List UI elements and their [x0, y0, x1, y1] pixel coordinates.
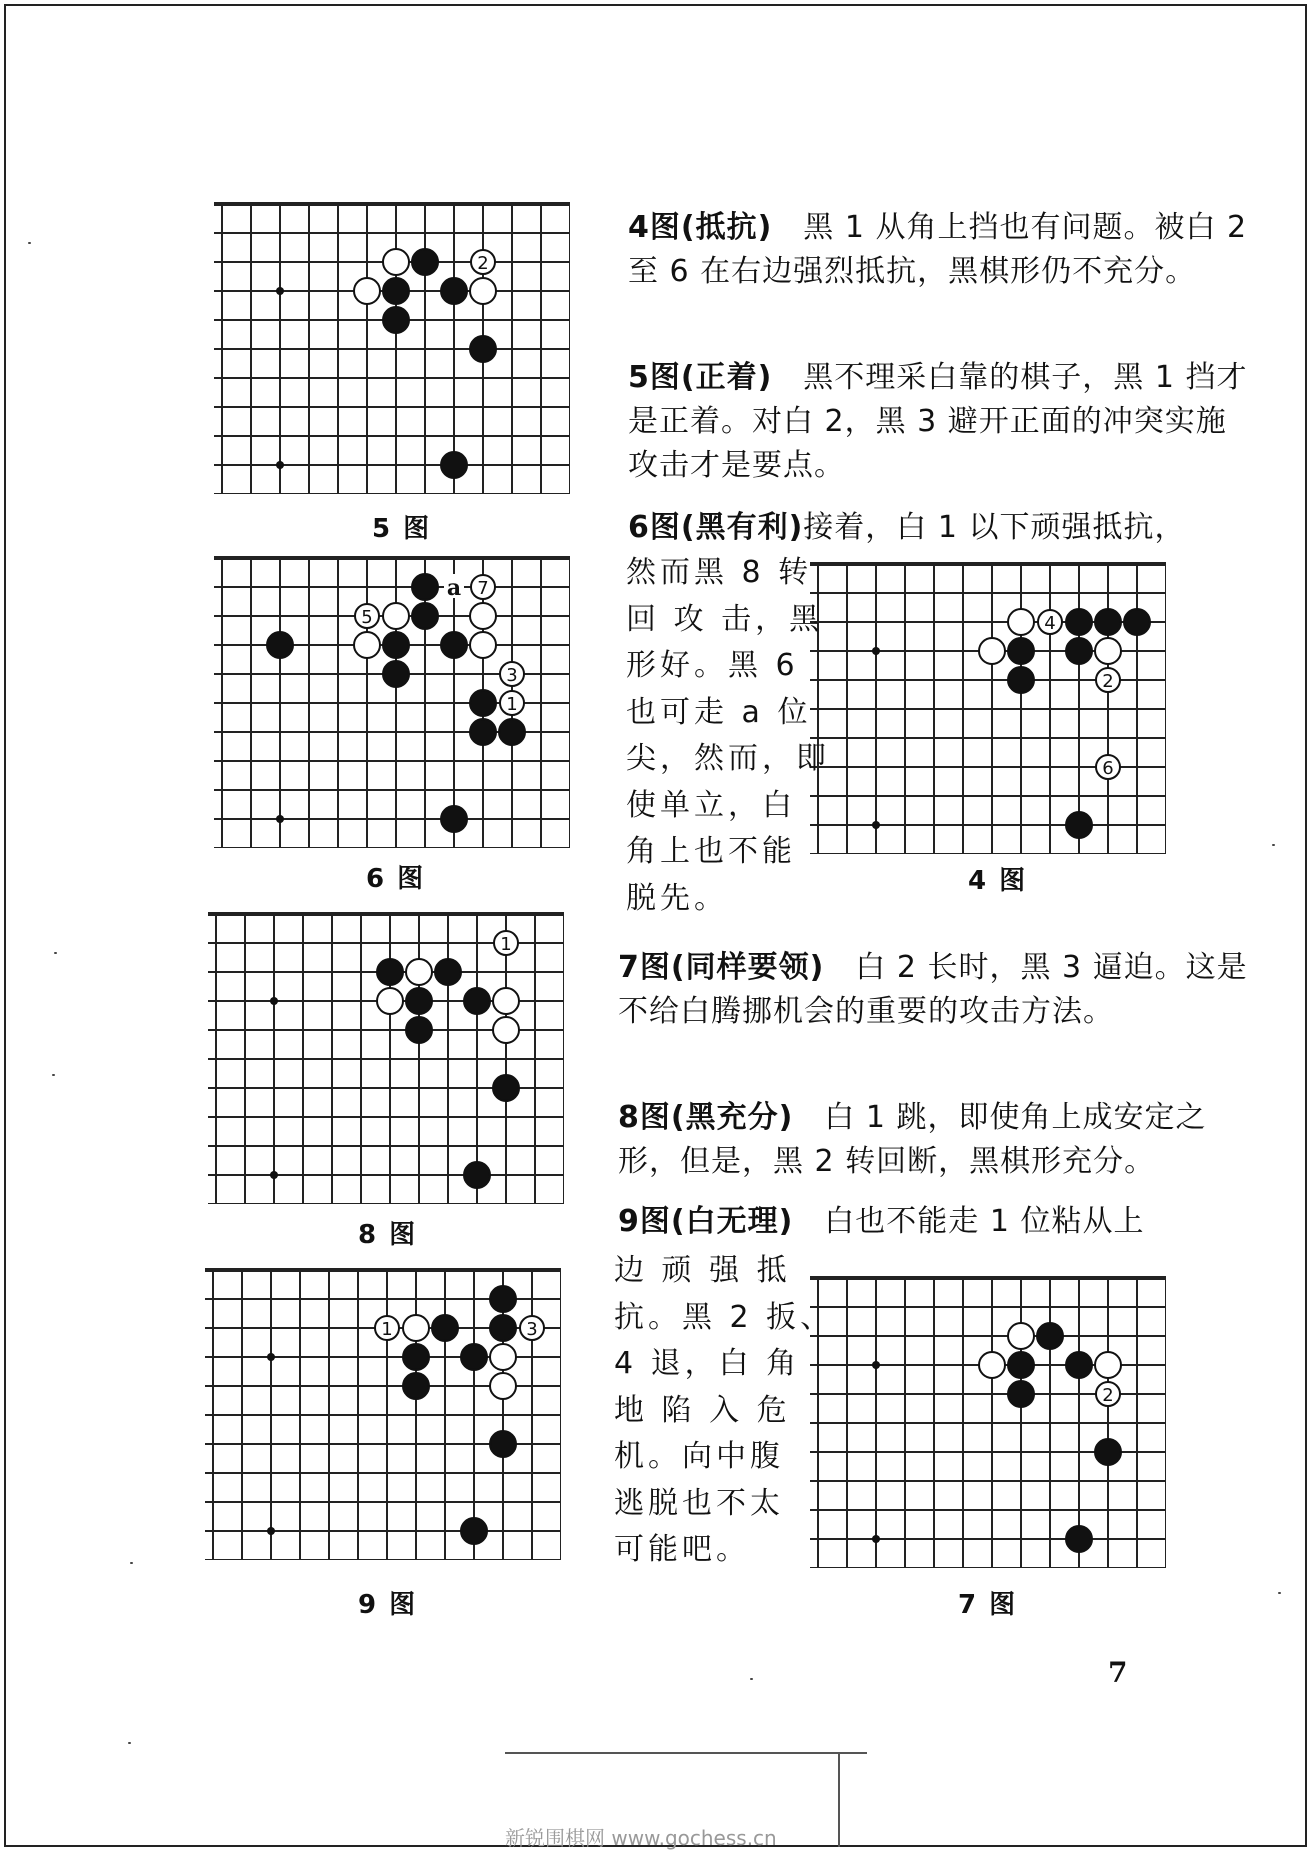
black-stone: [441, 632, 467, 658]
paragraph-label: 9图(白无理): [618, 1204, 794, 1239]
black-stone: [490, 1315, 516, 1341]
black-stone: [406, 988, 432, 1014]
go-board: [810, 562, 1166, 854]
scan-speck: [130, 1562, 133, 1564]
black-stone: [435, 959, 461, 985]
caption-diagram-5: 5 图: [372, 514, 432, 544]
paragraph-diagram-6-intro: [628, 506, 1268, 550]
page-number: 7: [1108, 1656, 1128, 1689]
paragraph-diagram-6-column: [626, 550, 830, 922]
white-stone: [470, 632, 496, 658]
white-stone: [470, 278, 496, 304]
black-stone: [1066, 609, 1092, 635]
black-stone: [1008, 667, 1034, 693]
text-line: 形好。黑 6: [626, 648, 799, 683]
paragraph-label: 4图(抵抗): [628, 210, 773, 245]
star-point: [267, 1353, 275, 1361]
black-stone: [412, 249, 438, 275]
paragraph-text: 黑不理采白靠的棋子，黑 1 挡才是正着。对白 2，黑 3 避开正面的冲突实施攻击才是要点。: [628, 360, 1248, 483]
text-line: 也可走 a 位: [626, 694, 812, 730]
paragraph-label: 6图(黑有利): [628, 510, 804, 545]
scan-speck: [750, 1678, 753, 1680]
text-line: 脱先。: [626, 880, 728, 916]
black-stone: [1066, 1352, 1092, 1378]
stone-move-number: 2: [477, 253, 489, 274]
black-stone: [1037, 1323, 1063, 1349]
caption-diagram-9: 9 图: [358, 1590, 418, 1620]
black-stone: [464, 1162, 490, 1188]
go-board: [810, 1276, 1166, 1568]
black-stone: [470, 690, 496, 716]
paragraph-label: 8图(黑充分): [618, 1100, 794, 1135]
scan-speck: [28, 242, 31, 244]
black-stone: [412, 574, 438, 600]
star-point: [872, 821, 880, 829]
stone-move-number: 3: [526, 1319, 538, 1340]
text-line: 角上也不能: [626, 834, 796, 869]
black-stone: [490, 1431, 516, 1457]
paragraph-diagram-9-intro: [618, 1200, 1258, 1244]
go-diagram-5: [214, 202, 570, 494]
paragraph-diagram-5: [628, 356, 1248, 488]
go-diagram-6: [214, 556, 570, 848]
white-stone: [979, 1352, 1005, 1378]
stone-move-number: 1: [506, 694, 518, 715]
black-stone: [1008, 1381, 1034, 1407]
black-stone: [1066, 1526, 1092, 1552]
white-stone: [383, 249, 409, 275]
board-mark-label: a: [446, 575, 462, 601]
text-line: 抗。黑 2 扳、: [614, 1299, 835, 1335]
white-stone: [979, 638, 1005, 664]
paragraph-text: 黑 1 从角上挡也有问题。被白 2 至 6 在右边强烈抵抗，黑棋形仍不充分。: [628, 210, 1248, 289]
black-stone: [1095, 609, 1121, 635]
star-point: [276, 461, 284, 469]
caption-diagram-6: 6 图: [366, 864, 426, 894]
paragraph-text: 白也不能走 1 位粘从上: [793, 1204, 1145, 1239]
black-stone: [441, 806, 467, 832]
white-stone: [490, 1344, 516, 1370]
paragraph-diagram-7: [618, 946, 1258, 1034]
black-stone: [470, 719, 496, 745]
black-stone: [1124, 609, 1150, 635]
stone-move-number: 6: [1102, 758, 1114, 779]
black-stone: [403, 1344, 429, 1370]
white-stone: [403, 1315, 429, 1341]
bottom-rule: [505, 1752, 867, 1754]
white-stone: [470, 603, 496, 629]
scan-speck: [1272, 844, 1275, 846]
scan-speck: [54, 952, 57, 954]
scan-speck: [1278, 1592, 1281, 1594]
white-stone: [406, 959, 432, 985]
go-diagram-7: [810, 1276, 1166, 1568]
black-stone: [470, 336, 496, 362]
white-stone: [1008, 1323, 1034, 1349]
stone-move-number: 7: [477, 578, 489, 599]
star-point: [872, 1535, 880, 1543]
text-line: 使单立，白: [626, 787, 796, 823]
paragraph-diagram-8: [618, 1096, 1258, 1184]
black-stone: [383, 278, 409, 304]
caption-diagram-4: 4 图: [968, 866, 1028, 896]
paragraph-label: 7图(同样要领): [618, 950, 825, 985]
go-diagram-9: [205, 1268, 561, 1560]
stone-move-number: 2: [1102, 671, 1114, 692]
paragraph-text: 白 2 长时，黑 3 逼迫。这是不给白腾挪机会的重要的攻击方法。: [618, 950, 1248, 1029]
black-stone: [493, 1075, 519, 1101]
black-stone: [1066, 638, 1092, 664]
footer-watermark: 新锐围棋网 www.gochess.cn: [505, 1826, 777, 1850]
white-stone: [354, 632, 380, 658]
text-line: 逃脱也不太: [614, 1485, 784, 1521]
white-stone: [493, 988, 519, 1014]
caption-diagram-7: 7 图: [958, 1590, 1018, 1620]
paragraph-label: 5图(正着): [628, 360, 773, 395]
stone-move-number: 1: [381, 1319, 393, 1340]
black-stone: [1066, 812, 1092, 838]
black-stone: [461, 1344, 487, 1370]
star-point: [267, 1527, 275, 1535]
black-stone: [406, 1017, 432, 1043]
black-stone: [377, 959, 403, 985]
paragraph-diagram-4: [628, 206, 1248, 294]
black-stone: [383, 632, 409, 658]
black-stone: [461, 1518, 487, 1544]
caption-diagram-8: 8 图: [358, 1220, 418, 1250]
stone-move-number: 3: [506, 665, 518, 686]
paragraph-text: 接着，白 1 以下顽强抵抗，: [803, 510, 1186, 545]
text-line: 边 顽 强 抵: [614, 1253, 791, 1288]
go-board: [214, 556, 570, 848]
paragraph-diagram-9-column: [614, 1248, 834, 1574]
black-stone: [464, 988, 490, 1014]
white-stone: [1008, 609, 1034, 635]
text-line: 4 退，白 角: [614, 1346, 801, 1381]
star-point: [270, 1171, 278, 1179]
black-stone: [412, 603, 438, 629]
star-point: [872, 647, 880, 655]
black-stone: [383, 661, 409, 687]
text-line: 然而黑 8 转: [626, 555, 813, 590]
black-stone: [383, 307, 409, 333]
text-line: 可能吧。: [614, 1532, 750, 1567]
black-stone: [441, 278, 467, 304]
white-stone: [383, 603, 409, 629]
go-board: [205, 1268, 561, 1560]
go-diagram-8: [208, 912, 564, 1204]
black-stone: [1008, 638, 1034, 664]
white-stone: [1095, 638, 1121, 664]
black-stone: [499, 719, 525, 745]
star-point: [872, 1361, 880, 1369]
star-point: [276, 815, 284, 823]
text-line: 尖，然而，即: [626, 741, 830, 776]
black-stone: [490, 1286, 516, 1312]
scan-speck: [52, 1074, 55, 1076]
star-point: [276, 287, 284, 295]
stone-move-number: 2: [1102, 1385, 1114, 1406]
black-stone: [403, 1373, 429, 1399]
stone-move-number: 4: [1044, 613, 1056, 634]
star-point: [270, 997, 278, 1005]
go-diagram-4: [810, 562, 1166, 854]
black-stone: [441, 452, 467, 478]
white-stone: [377, 988, 403, 1014]
white-stone: [1095, 1352, 1121, 1378]
stone-move-number: 1: [500, 934, 512, 955]
text-line: 回 攻 击，黑: [626, 601, 824, 637]
black-stone: [432, 1315, 458, 1341]
scan-speck: [128, 1742, 131, 1744]
paragraph-text: 白 1 跳，即使角上成安定之形，但是，黑 2 转回断，黑棋形充分。: [618, 1100, 1207, 1179]
text-line: 地 陷 入 危: [614, 1392, 791, 1428]
go-board: [214, 202, 570, 494]
bottom-rule-vertical: [838, 1752, 840, 1847]
stone-move-number: 5: [361, 607, 373, 628]
black-stone: [1095, 1439, 1121, 1465]
go-board: [208, 912, 564, 1204]
white-stone: [493, 1017, 519, 1043]
white-stone: [354, 278, 380, 304]
black-stone: [267, 632, 293, 658]
black-stone: [1008, 1352, 1034, 1378]
text-line: 机。向中腹: [614, 1439, 784, 1474]
white-stone: [490, 1373, 516, 1399]
